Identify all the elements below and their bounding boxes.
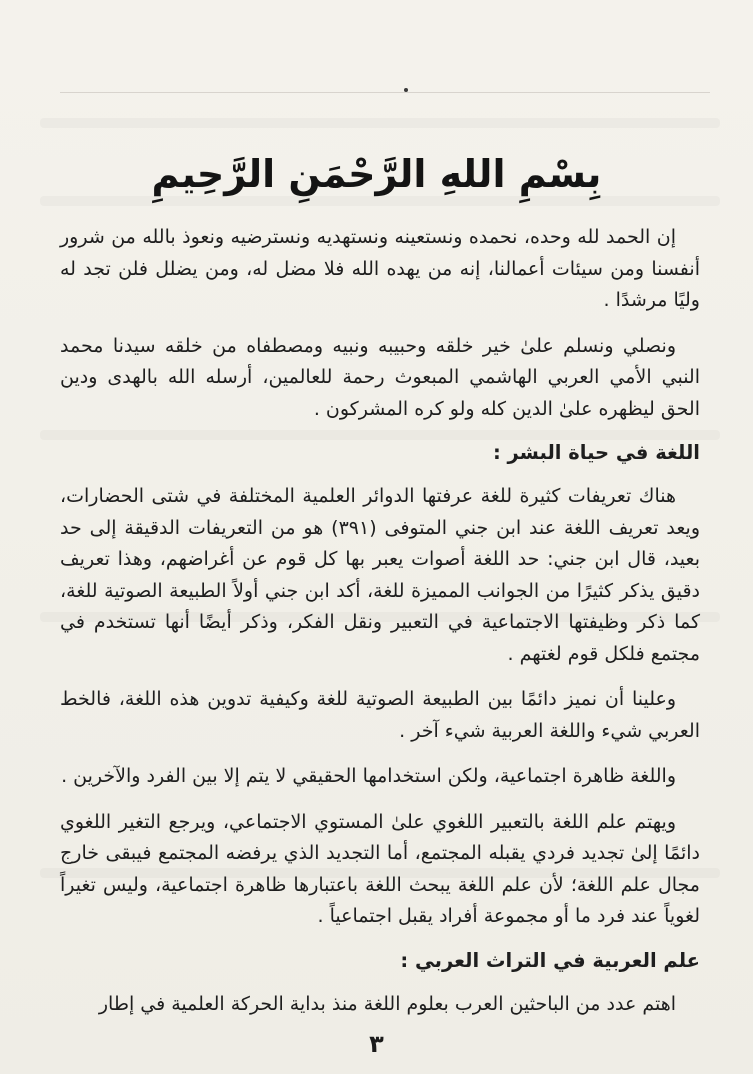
page-number: ٣ bbox=[369, 1030, 384, 1058]
basmala-heading: بِسْمِ اللهِ الرَّحْمَنِ الرَّحِيمِ bbox=[151, 152, 602, 196]
paragraph-lang-2: وعلينا أن نميز دائمًا بين الطبيعة الصوتية للغة وكيفية تدوين هذه اللغة، فالخط العربي شيء واللغة العربية شيء آخر . bbox=[60, 688, 700, 742]
header-dot bbox=[404, 88, 408, 92]
paragraph-intro-2: ونصلي ونسلم علىٰ خير خلقه وحبيبه ونبيه ومصطفاه من خلقه سيدنا محمد النبي الأمي العربي الهاشمي المبعوث رحمة للعالمين، أرسله الله بالهدى ودين الحق ليظهره علىٰ الدين كله ولو كره المشركون . bbox=[60, 334, 700, 420]
paragraph-lang-1: هناك تعريفات كثيرة للغة عرفتها الدوائر العلمية المختلفة في شتى الحضارات، ويعد تعريف اللغة عند ابن جني المتوفى (٣٩١) هو من التعريفات الدقيقة إلى حد بعيد، قال ابن جني: حد اللغة أصوات يعبر بها كل قوم عن أغراضهم، وهذا تعريف دقيق يذكر كثيرًا من الجوانب المميزة للغة، أكد ابن جني أولاً الطبيعة الصوتية للغة، كما ذكر وظيفتها الاجتماعية في التعبير ونقل الفكر، وذكر أيضًا أنها تستخدم في مجتمع فلكل قوم لغتهم . bbox=[60, 485, 700, 665]
header-rule bbox=[60, 92, 710, 93]
section-heading-language-in-human-life: اللغة في حياة البشر : bbox=[492, 441, 700, 464]
paragraph-heritage-1: اهتم عدد من الباحثين العرب بعلوم اللغة منذ بداية الحركة العلمية في إطار bbox=[98, 992, 676, 1015]
body-text bbox=[60, 222, 700, 1034]
paragraph-lang-4: ويهتم علم اللغة بالتعبير اللغوي علىٰ المستوي الاجتماعي، ويرجع التغير اللغوي دائمًا إلىٰ تجديد فردي يقبله المجتمع، أما التجديد الذي يرفضه المجتمع فيبقى خارج مجال علم اللغة؛ لأن علم اللغة يبحث اللغة باعتبارها ظاهرة اجتماعية، وليس تغيراً لغوياً عند فرد ما أو مجموعة أفراد يقبل اجتماعياً . bbox=[60, 810, 700, 927]
paragraph-intro-1: إن الحمد لله وحده، نحمده ونستعينه ونستهديه ونسترضيه ونعوذ بالله من شرور أنفسنا ومن سيئات أعمالنا، إنه من يهده الله فلا مضل له، ومن يضلل فلن تجد له وليًا مرشدًا . bbox=[60, 226, 700, 311]
section-heading-arabic-science-in-heritage: علم العربية في التراث العربي : bbox=[400, 948, 700, 972]
bleed-through-line bbox=[40, 118, 720, 128]
paragraph-lang-3: واللغة ظاهرة اجتماعية، ولكن استخدامها الحقيقي لا يتم إلا بين الفرد والآخرين . bbox=[61, 765, 676, 787]
bleed-through-line bbox=[40, 196, 720, 206]
